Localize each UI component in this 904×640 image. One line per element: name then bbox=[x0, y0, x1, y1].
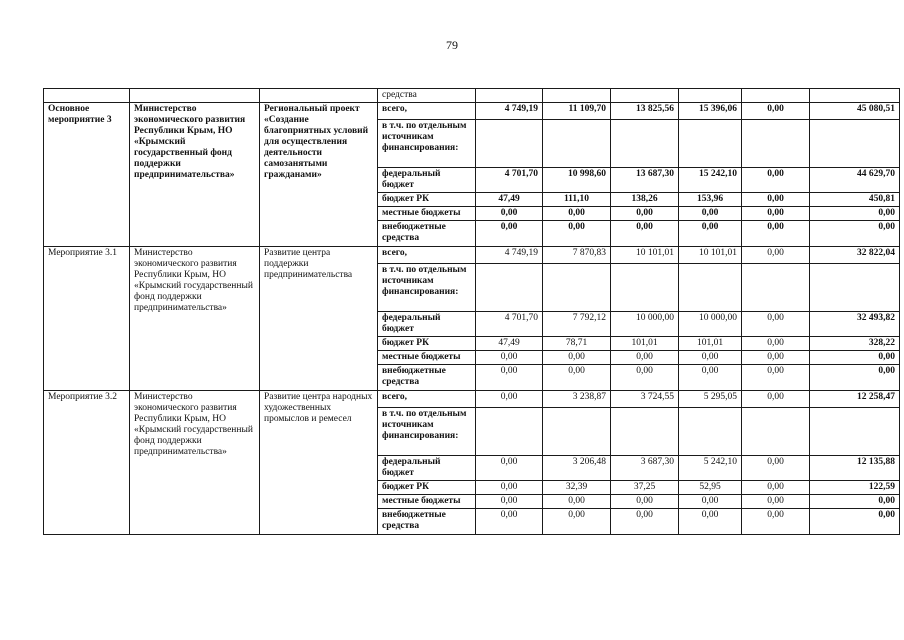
value-cell: 138,26 bbox=[611, 193, 679, 207]
value-cell: 0,00 bbox=[543, 495, 611, 509]
value-cell: 0,00 bbox=[679, 365, 742, 391]
total-cell: 0,00 bbox=[810, 221, 900, 247]
value-cell: 0,00 bbox=[679, 509, 742, 535]
value-cell: 10 000,00 bbox=[611, 312, 679, 337]
page-number: 79 bbox=[446, 38, 458, 52]
total-cell: 44 629,70 bbox=[810, 168, 900, 193]
value-cell: 101,01 bbox=[679, 337, 742, 351]
continuation-row bbox=[44, 89, 900, 103]
value-cell: 0,00 bbox=[476, 391, 543, 408]
activity-executor: Министерство экономического развития Республики Крым, НО «Крымский государственный фонд поддержки предпринимательства» bbox=[130, 391, 260, 535]
value-cell: 13 825,56 bbox=[611, 103, 679, 120]
value-cell: 78,71 bbox=[543, 337, 611, 351]
value-cell: 0,00 bbox=[543, 351, 611, 365]
value-cell: 0,00 bbox=[742, 391, 810, 408]
value-cell: 0,00 bbox=[611, 207, 679, 221]
value-cell: 0,00 bbox=[742, 247, 810, 264]
funding-source: местные бюджеты bbox=[378, 351, 476, 365]
table-row bbox=[44, 247, 900, 264]
value-cell: 0,00 bbox=[543, 509, 611, 535]
value-cell: 0,00 bbox=[543, 365, 611, 391]
total-cell: 32 822,04 bbox=[810, 247, 900, 264]
value-cell: 0,00 bbox=[543, 207, 611, 221]
value-cell: 101,01 bbox=[611, 337, 679, 351]
value-cell: 0,00 bbox=[742, 337, 810, 351]
value-cell: 0,00 bbox=[742, 481, 810, 495]
funding-source: бюджет РК bbox=[378, 337, 476, 351]
value-cell: 5 242,10 bbox=[679, 456, 742, 481]
value-cell: 0,00 bbox=[476, 207, 543, 221]
value-cell: 5 295,05 bbox=[679, 391, 742, 408]
total-cell: 328,22 bbox=[810, 337, 900, 351]
value-cell: 0,00 bbox=[476, 509, 543, 535]
value-cell: 3 724,55 bbox=[611, 391, 679, 408]
value-cell: 0,00 bbox=[611, 221, 679, 247]
value-cell: 0,00 bbox=[742, 456, 810, 481]
value-cell: 10 101,01 bbox=[611, 247, 679, 264]
value-cell: 0,00 bbox=[543, 221, 611, 247]
funding-source: бюджет РК bbox=[378, 481, 476, 495]
value-cell: 0,00 bbox=[611, 351, 679, 365]
total-cell: 0,00 bbox=[810, 207, 900, 221]
funding-source: федеральный бюджет bbox=[378, 456, 476, 481]
value-cell: 10 000,00 bbox=[679, 312, 742, 337]
value-cell: 111,10 bbox=[543, 193, 611, 207]
value-cell: 153,96 bbox=[679, 193, 742, 207]
value-cell: 15 242,10 bbox=[679, 168, 742, 193]
value-cell: 3 238,87 bbox=[543, 391, 611, 408]
funding-source: местные бюджеты bbox=[378, 495, 476, 509]
value-cell: 11 109,70 bbox=[543, 103, 611, 120]
total-cell: 0,00 bbox=[810, 509, 900, 535]
value-cell: 3 687,30 bbox=[611, 456, 679, 481]
value-cell: 15 396,06 bbox=[679, 103, 742, 120]
total-cell: 0,00 bbox=[810, 351, 900, 365]
total-cell: 122,59 bbox=[810, 481, 900, 495]
value-cell: 0,00 bbox=[742, 193, 810, 207]
total-cell: 32 493,82 bbox=[810, 312, 900, 337]
funding-source: местные бюджеты bbox=[378, 207, 476, 221]
activity-executor: Министерство экономического развития Республики Крым, НО «Крымский государственный фонд поддержки предпринимательства» bbox=[130, 247, 260, 391]
value-cell: 0,00 bbox=[679, 351, 742, 365]
value-cell: 7 870,83 bbox=[543, 247, 611, 264]
activity-name: Мероприятие 3.2 bbox=[44, 391, 130, 535]
funding-source: в т.ч. по отдельным источникам финансирования: bbox=[378, 264, 476, 312]
value-cell: 0,00 bbox=[742, 207, 810, 221]
value-cell: 4 701,70 bbox=[476, 312, 543, 337]
total-cell: 45 080,51 bbox=[810, 103, 900, 120]
funding-source: всего, bbox=[378, 247, 476, 264]
value-cell: 0,00 bbox=[742, 365, 810, 391]
value-cell: 13 687,30 bbox=[611, 168, 679, 193]
funding-source: всего, bbox=[378, 391, 476, 408]
value-cell: 0,00 bbox=[742, 103, 810, 120]
table-row bbox=[44, 103, 900, 120]
value-cell: 47,49 bbox=[476, 193, 543, 207]
funding-source: внебюджетные средства bbox=[378, 509, 476, 535]
value-cell: 0,00 bbox=[476, 365, 543, 391]
value-cell: 0,00 bbox=[742, 509, 810, 535]
funding-source: бюджет РК bbox=[378, 193, 476, 207]
total-cell: 12 135,88 bbox=[810, 456, 900, 481]
activity-project: Региональный проект «Создание благоприятных условий для осуществления деятельности самозанятыми гражданами» bbox=[260, 103, 378, 247]
value-cell: 3 206,48 bbox=[543, 456, 611, 481]
total-cell: 0,00 bbox=[810, 495, 900, 509]
activity-project: Развитие центра поддержки предпринимательства bbox=[260, 247, 378, 391]
total-cell: 12 258,47 bbox=[810, 391, 900, 408]
value-cell: 4 749,19 bbox=[476, 247, 543, 264]
table-row bbox=[44, 391, 900, 408]
value-cell: 0,00 bbox=[476, 495, 543, 509]
value-cell: 0,00 bbox=[476, 221, 543, 247]
funding-source: в т.ч. по отдельным источникам финансирования: bbox=[378, 120, 476, 168]
funding-source: внебюджетные средства bbox=[378, 221, 476, 247]
activity-name: Мероприятие 3.1 bbox=[44, 247, 130, 391]
funding-source: всего, bbox=[378, 103, 476, 120]
value-cell: 4 701,70 bbox=[476, 168, 543, 193]
funding-source: внебюджетные средства bbox=[378, 365, 476, 391]
value-cell: 0,00 bbox=[742, 312, 810, 337]
value-cell: 10 101,01 bbox=[679, 247, 742, 264]
value-cell: 0,00 bbox=[679, 495, 742, 509]
activity-name: Основное мероприятие 3 bbox=[44, 103, 130, 247]
value-cell: 0,00 bbox=[679, 221, 742, 247]
funding-source: федеральный бюджет bbox=[378, 168, 476, 193]
value-cell: 0,00 bbox=[742, 495, 810, 509]
value-cell: 0,00 bbox=[742, 168, 810, 193]
continuation-source: средства bbox=[378, 89, 476, 103]
value-cell: 7 792,12 bbox=[543, 312, 611, 337]
budget-table bbox=[43, 88, 900, 535]
activity-project: Развитие центра народных художественных промыслов и ремесел bbox=[260, 391, 378, 535]
value-cell: 0,00 bbox=[476, 456, 543, 481]
funding-source: в т.ч. по отдельным источникам финансирования: bbox=[378, 408, 476, 456]
value-cell: 47,49 bbox=[476, 337, 543, 351]
value-cell: 0,00 bbox=[611, 509, 679, 535]
value-cell: 0,00 bbox=[611, 365, 679, 391]
activity-executor: Министерство экономического развития Республики Крым, НО «Крымский государственный фонд поддержки предпринимательства» bbox=[130, 103, 260, 247]
value-cell: 0,00 bbox=[679, 207, 742, 221]
value-cell: 0,00 bbox=[476, 351, 543, 365]
value-cell: 0,00 bbox=[611, 495, 679, 509]
funding-source: федеральный бюджет bbox=[378, 312, 476, 337]
value-cell: 0,00 bbox=[742, 351, 810, 365]
value-cell: 4 749,19 bbox=[476, 103, 543, 120]
total-cell: 450,81 bbox=[810, 193, 900, 207]
value-cell: 37,25 bbox=[611, 481, 679, 495]
value-cell: 32,39 bbox=[543, 481, 611, 495]
total-cell: 0,00 bbox=[810, 365, 900, 391]
value-cell: 10 998,60 bbox=[543, 168, 611, 193]
value-cell: 0,00 bbox=[742, 221, 810, 247]
value-cell: 52,95 bbox=[679, 481, 742, 495]
value-cell: 0,00 bbox=[476, 481, 543, 495]
